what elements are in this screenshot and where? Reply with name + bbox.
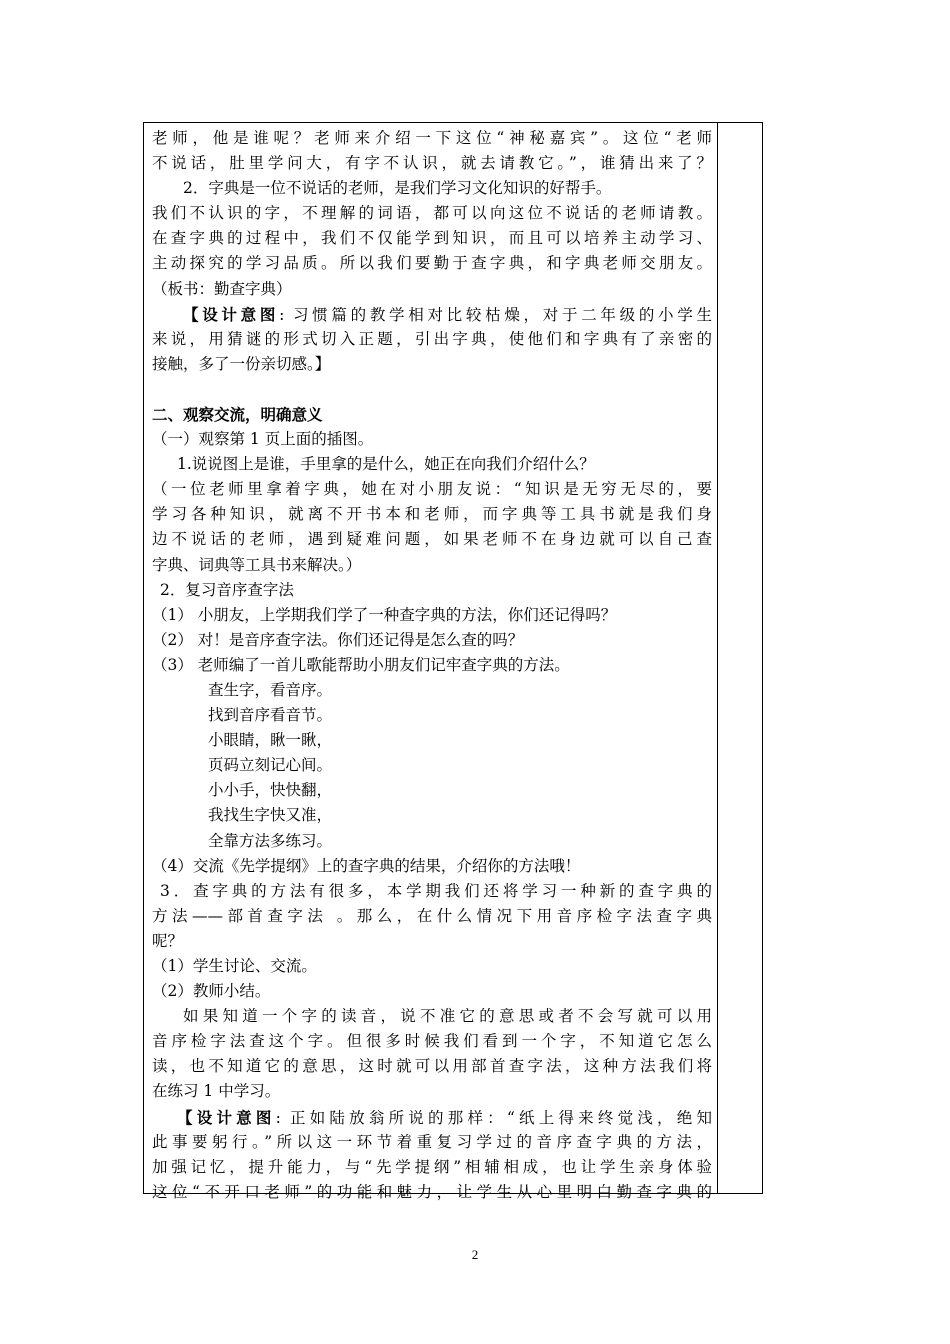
text-line: 字典、词典等工具书来解决。） — [152, 555, 362, 574]
design-intent-1-line3: 接触，多了一份亲切感。】 — [152, 354, 331, 373]
section-heading: 二、观察交流，明确意义 — [152, 404, 323, 424]
design-intent-2-line2: 此事要躬行。”所以这一环节着重复习学过的音序查字典的方法， — [152, 1132, 712, 1151]
page-number: 2 — [471, 1247, 479, 1262]
design-intent-1-line1: 【设计意图: 习惯篇的教学相对比较枯燥，对于二年级的小学生 — [183, 304, 712, 324]
text-line: 在查字典的过程中，我们不仅能学到知识，而且可以培养主动学习、 — [152, 229, 712, 248]
poem-line: 小眼睛，瞅一瞅， — [208, 731, 333, 750]
blank-line — [152, 377, 712, 402]
design-intent-2-line4: 这位“不开口老师”的功能和魅力，让学生从心里明白勤查字典的 — [152, 1182, 712, 1201]
poem-line: 全靠方法多练习。 — [208, 831, 333, 850]
design-intent-1-line2: 来说，用猜谜的形式切入正题，引出字典，使他们和字典有了亲密的 — [152, 329, 712, 348]
text-line: （一）观察第 1 页上面的插图。 — [152, 430, 374, 449]
text-line: （一位老师里拿着字典，她在对小朋友说：“知识是无穷无尽的，要 — [152, 480, 712, 499]
poem-line: 页码立刻记心间。 — [208, 756, 333, 775]
section-lines — [152, 427, 712, 678]
table-column-divider — [717, 122, 718, 1194]
poem-line: 查生字，看音序。 — [208, 680, 333, 699]
text-line: （2）教师小结。 — [152, 982, 271, 1001]
nursery-rhyme — [152, 678, 712, 854]
text-line: （3） 老师编了一首儿歌能帮助小朋友们记牢查字典的方法。 — [152, 655, 570, 674]
design-intent-2-line1: 【设计意图: 正如陆放翁所说的那样：“纸上得来终觉浅，绝知 — [177, 1107, 712, 1127]
text-line: 方法——部首查字法 。那么，在什么情况下用音序检字法查字典 — [152, 906, 712, 925]
text-line: 3．查字典的方法有很多，本学期我们还将学习一种新的查字典的 — [160, 881, 712, 900]
text-line: （1） 小朋友，上学期我们学了一种查字典的方法，你们还记得吗？ — [152, 605, 617, 624]
design-intent-label: 【设计意图 — [183, 304, 280, 324]
text-line: 如果知道一个字的读音，说不准它的意思或者不会写就可以用 — [183, 1007, 712, 1026]
text-line: 在练习 1 中学习。 — [152, 1082, 281, 1101]
poem-line: 我找生字快又准， — [208, 806, 333, 825]
text-line: （2） 对！是音序查字法。你们还记得是怎么查的吗？ — [152, 630, 524, 649]
text-line: 老师，他是谁呢？老师来介绍一下这位“神秘嘉宾”。这位“老师 — [152, 129, 712, 147]
text-line: 主动探究的学习品质。所以我们要勤于查字典，和字典老师交朋友。 — [152, 254, 712, 273]
text-line: 我们不认识的字，不理解的词语，都可以向这位不说话的老师请教。 — [152, 204, 712, 223]
text-line: 不说话，肚里学问大，有字不认识，就去请教它。”，谁猜出来了？ — [152, 154, 712, 173]
text-line: 2．字典是一位不说话的老师，是我们学习文化知识的好帮手。 — [183, 179, 612, 198]
text-line: （4）交流《先学提纲》上的查字典的结果，介绍你的方法哦！ — [152, 856, 581, 875]
text-line: 边不说话的老师，遇到疑难问题，如果老师不在身边就可以自己查 — [152, 530, 712, 549]
text-line: 1.说说图上是谁，手里拿的是什么，她正在向我们介绍什么？ — [177, 455, 595, 474]
text-line: 读，也不知道它的意思，这时就可以用部首查字法，这种方法我们将 — [152, 1057, 712, 1076]
text-line: 学习各种知识，就离不开书本和老师，而字典等工具书就是我们身 — [152, 505, 712, 524]
text-line: 呢？ — [152, 931, 184, 950]
text-line: （1）学生讨论、交流。 — [152, 957, 317, 975]
text-line: 音序检字法查这个字。但很多时候我们看到一个字，不知道它怎么 — [152, 1032, 712, 1051]
intro-paragraphs — [152, 126, 712, 302]
design-intent-label: 【设计意图 — [177, 1107, 276, 1127]
section-lines-2 — [152, 854, 712, 1105]
poem-line: 找到音序看音节。 — [208, 706, 333, 725]
design-intent-2-line3: 加强记忆，提升能力，与“先学提纲”相辅相成，也让学生亲身体验 — [152, 1157, 712, 1176]
text-line: 2．复习音序查字法 — [160, 580, 294, 599]
lesson-content — [152, 126, 712, 1205]
poem-line: 小小手，快快翻， — [208, 781, 333, 800]
text-line: （板书：勤查字典） — [152, 279, 292, 298]
